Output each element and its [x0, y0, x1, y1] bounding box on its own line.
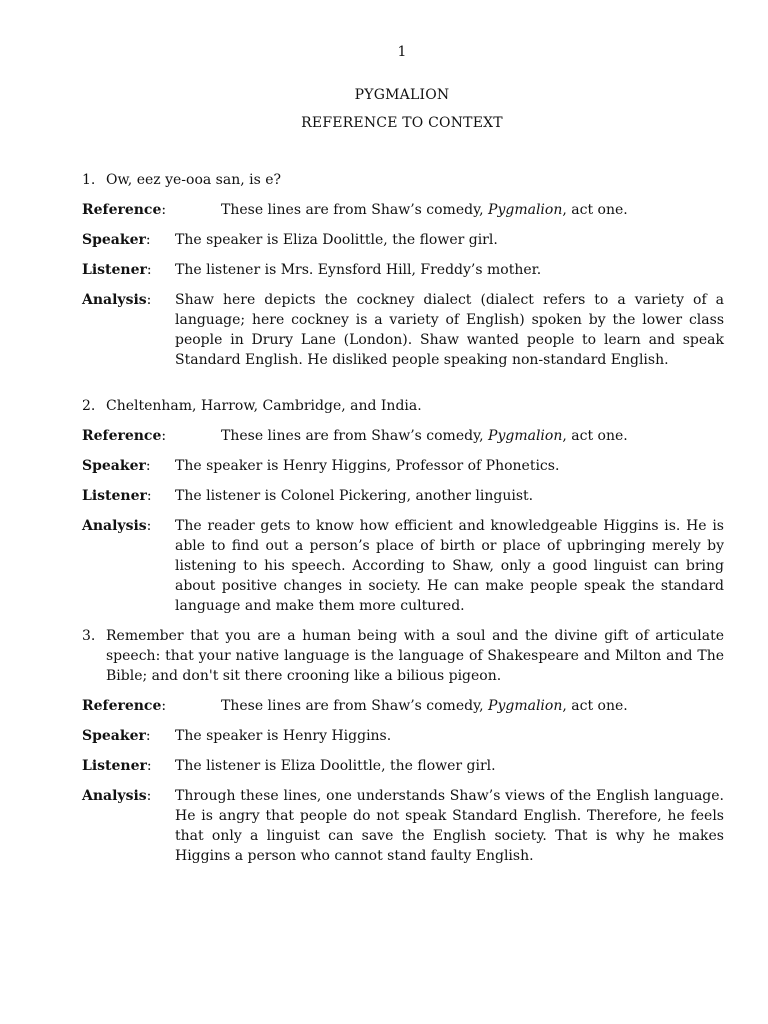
item-number: 1.	[82, 172, 96, 188]
reference-label: Reference	[82, 428, 162, 444]
reference-post: , act one.	[562, 428, 628, 444]
reference-label: Reference	[82, 698, 162, 714]
speaker-row	[82, 230, 724, 250]
context-item-3	[82, 626, 724, 866]
listener-row	[82, 486, 724, 506]
analysis-row	[82, 516, 724, 616]
work-title: Pygmalion	[488, 202, 563, 218]
reference-post: , act one.	[562, 698, 628, 714]
label-colon: :	[146, 262, 152, 278]
listener-text: The listener is Eliza Doolittle, the flower girl.	[175, 758, 496, 774]
reference-text	[175, 696, 724, 716]
listener-label: Listener	[82, 758, 147, 774]
label-colon: :	[161, 202, 167, 218]
spacer	[82, 380, 724, 396]
reference-pre: These lines are from Shaw’s comedy,	[221, 428, 489, 444]
quote	[82, 170, 724, 190]
document-body	[82, 170, 724, 876]
label-colon: :	[145, 232, 151, 248]
quote-text: Cheltenham, Harrow, Cambridge, and India.	[106, 398, 422, 414]
quote	[82, 626, 724, 686]
speaker-row	[82, 726, 724, 746]
label-colon: :	[161, 698, 167, 714]
reference-pre: These lines are from Shaw’s comedy,	[221, 202, 489, 218]
listener-row	[82, 260, 724, 280]
listener-label: Listener	[82, 262, 147, 278]
listener-row	[82, 756, 724, 776]
listener-label: Listener	[82, 488, 147, 504]
analysis-label: Analysis	[82, 518, 147, 534]
reference-row	[82, 696, 724, 716]
work-title: Pygmalion	[488, 428, 563, 444]
context-item-1	[82, 170, 724, 370]
quote-text: Remember that you are a human being with a soul and the divine gift of articulate speech: that your native language is the language of Shakespeare and Milton and The Bible; and don't sit there crooning like a bilious pigeon.	[106, 628, 724, 684]
reference-text	[175, 426, 724, 446]
page-title: PYGMALION	[354, 87, 450, 103]
quote	[82, 396, 724, 416]
item-number: 2.	[82, 398, 96, 414]
analysis-row	[82, 290, 724, 370]
context-item-2	[82, 396, 724, 616]
analysis-label: Analysis	[82, 788, 147, 804]
speaker-row	[82, 456, 724, 476]
analysis-row	[82, 786, 724, 866]
label-colon: :	[146, 488, 152, 504]
reference-label: Reference	[82, 202, 162, 218]
page-subtitle: REFERENCE TO CONTEXT	[301, 115, 503, 131]
label-colon: :	[145, 728, 151, 744]
reference-post: , act one.	[562, 202, 628, 218]
analysis-text: Shaw here depicts the cockney dialect (dialect refers to a variety of a language; here cockney is a variety of English) spoken by the lower class people in Drury Lane (London). Shaw wanted people to learn and speak Standard English. He disliked people speaking non-standard English.	[175, 292, 724, 368]
analysis-text: The reader gets to know how efficient and knowledgeable Higgins is. He is able to find out a person’s place of birth or place of upbringing merely by listening to his speech. According to Shaw, only a good linguist can bring about positive changes in society. He can make people speak the standard language and make them more cultured.	[175, 518, 724, 614]
analysis-text: Through these lines, one understands Shaw’s views of the English language. He is angry that people do not speak Standard English. Therefore, he feels that only a linguist can save the English society. That is why he makes Higgins a person who cannot stand faulty English.	[175, 788, 724, 864]
speaker-label: Speaker	[82, 232, 146, 248]
item-number: 3.	[82, 628, 96, 644]
label-colon: :	[146, 518, 152, 534]
speaker-label: Speaker	[82, 728, 146, 744]
analysis-label: Analysis	[82, 292, 147, 308]
speaker-text: The speaker is Henry Higgins.	[175, 728, 392, 744]
reference-pre: These lines are from Shaw’s comedy,	[221, 698, 489, 714]
speaker-label: Speaker	[82, 458, 146, 474]
page-number: 1	[397, 44, 407, 60]
work-title: Pygmalion	[488, 698, 563, 714]
speaker-text: The speaker is Eliza Doolittle, the flower girl.	[175, 232, 498, 248]
label-colon: :	[146, 788, 152, 804]
listener-text: The listener is Colonel Pickering, another linguist.	[175, 488, 534, 504]
reference-row	[82, 200, 724, 220]
label-colon: :	[146, 292, 152, 308]
reference-row	[82, 426, 724, 446]
label-colon: :	[146, 758, 152, 774]
quote-text: Ow, eez ye-ooa san, is e?	[106, 172, 282, 188]
label-colon: :	[161, 428, 167, 444]
speaker-text: The speaker is Henry Higgins, Professor of Phonetics.	[175, 458, 560, 474]
listener-text: The listener is Mrs. Eynsford Hill, Freddy’s mother.	[175, 262, 542, 278]
label-colon: :	[145, 458, 151, 474]
reference-text	[175, 200, 724, 220]
